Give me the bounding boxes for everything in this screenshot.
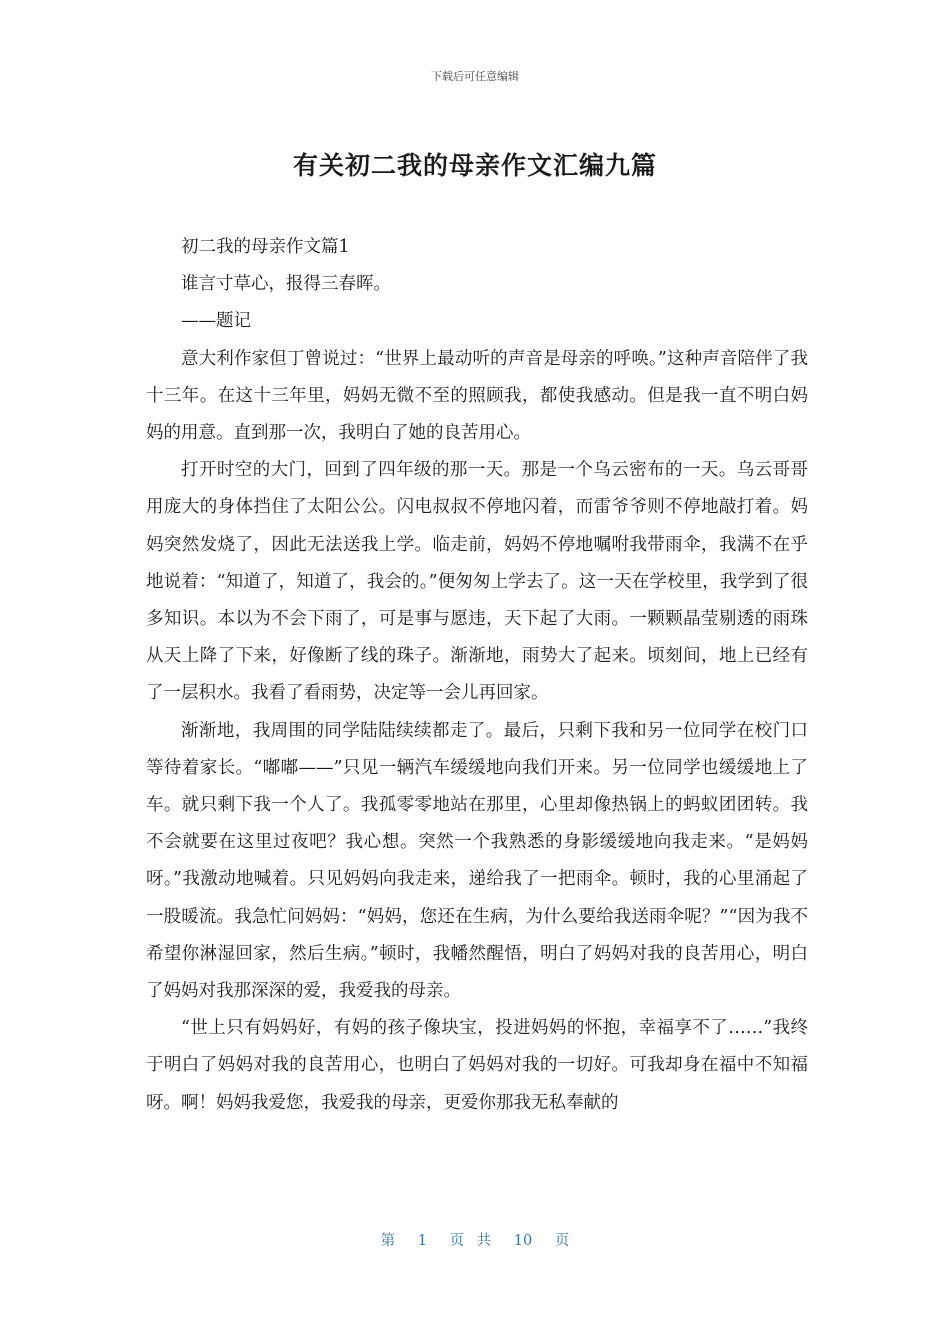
body-paragraph: 打开时空的大门，回到了四年级的那一天。那是一个乌云密布的一天。乌云哥哥用庞大的身体挡住了太阳公公。闪电叔叔不停地闪着，而雷爷爷则不停地敲打着。妈妈突然发烧了，因此无法送我上学。临走前，妈妈不停地嘱咐我带雨伞，我满不在乎地说着：“知道了，知道了，我会的。”便匆匆上学去了。这一天在学校里，我学到了很多知识。本以为不会下雨了，可是事与愿违，天下起了大雨。一颗颗晶莹剔透的雨珠从天上降了下来，好像断了线的珠子。渐渐地，雨势大了起来。顷刻间，地上已经有了一层积水。我看了看雨势，决定等一会儿再回家。	[146, 460, 808, 704]
section-heading: 初二我的母亲作文篇1	[181, 237, 350, 257]
header-note: 下载后可任意编辑	[431, 70, 519, 83]
page-footer	[0, 1229, 950, 1250]
epigraph-line: 谁言寸草心，报得三春晖。	[181, 274, 391, 295]
body-paragraph: 意大利作家但丁曾说过：“世界上最动听的声音是母亲的呼唤。”这种声音陪伴了我十三年。在这十三年里，妈妈无微不至的照顾我，都使我感动。但是我一直不明白妈妈的用意。直到那一次，我明白了她的良苦用心。	[146, 348, 808, 444]
epigraph-attribution: ——题记	[181, 311, 251, 332]
footer-middle: 页 共	[449, 1233, 492, 1249]
body-paragraph: “世上只有妈妈好，有妈的孩子像块宝，投进妈妈的怀抱，幸福享不了……”我终于明白了妈妈对我的良苦用心，也明白了妈妈对我的一切好。可我却身在福中不知福呀。啊！妈妈我爱您，我爱我的母亲，更爱你那我无私奉献的	[146, 1018, 808, 1113]
document-body	[146, 229, 808, 1122]
footer-prefix: 第	[380, 1233, 396, 1249]
body-paragraph: 渐渐地，我周围的同学陆陆续续都走了。最后，只剩下我和另一位同学在校门口等待着家长。“嘟嘟——”只见一辆汽车缓缓地向我们开来。另一位同学也缓缓地上了车。就只剩下我一个人了。我孤零零地站在那里，心里却像热锅上的蚂蚁团团转。我不会就要在这里过夜吧？我心想。突然一个我熟悉的身影缓缓地向我走来。“是妈妈呀。”我激动地喊着。只见妈妈向我走来，递给我了一把雨伞。顿时，我的心里涌起了一股暖流。我急忙问妈妈：“妈妈，您还在生病，为什么要给我送雨伞呢？”“因为我不希望你淋湿回家，然后生病。”顿时，我幡然醒悟，明白了妈妈对我的良苦用心，明白了妈妈对我那深深的爱，我爱我的母亲。	[146, 720, 808, 1002]
document-title: 有关初二我的母亲作文汇编九篇	[292, 151, 657, 180]
footer-total-pages: 10	[513, 1233, 533, 1249]
footer-suffix: 页	[554, 1233, 570, 1249]
footer-page-number: 1	[417, 1233, 427, 1249]
